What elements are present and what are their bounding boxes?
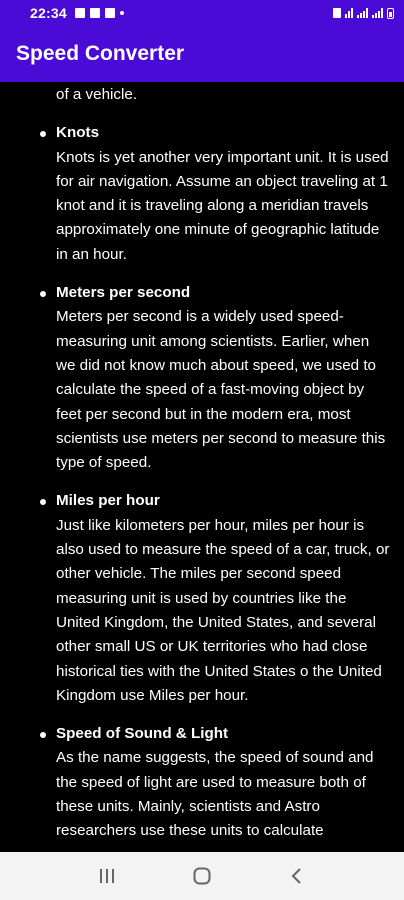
wifi-signal-icon	[345, 8, 353, 18]
bullet-icon	[40, 131, 46, 137]
cell-signal-1-icon	[357, 8, 368, 18]
back-button[interactable]	[277, 856, 317, 896]
home-button[interactable]	[182, 856, 222, 896]
unit-name: Knots	[56, 124, 100, 142]
status-bar	[0, 0, 404, 26]
bullet-icon	[40, 499, 46, 505]
cell-signal-2-icon	[372, 8, 383, 18]
home-icon	[192, 866, 212, 886]
app-title: Speed Converter	[16, 42, 185, 65]
mute-icon	[333, 8, 341, 18]
unit-name: Speed of Sound & Light	[56, 725, 229, 743]
app-bar	[0, 26, 404, 82]
system-nav-bar	[0, 852, 404, 900]
app-notification-icon	[90, 8, 100, 18]
more-notifications-icon	[120, 11, 124, 15]
unit-list	[0, 121, 404, 843]
unit-description: Meters per second is a widely used speed-measuring unit among scientists. Earlier, when we did not know much about speed, we used to calculate the speed of a fast-moving object by feet per second but in the modern era, most scientists use meters per second to measure this type of speed.	[56, 308, 386, 472]
previous-item-fragment: of a vehicle.	[56, 86, 138, 103]
unit-description: Just like kilometers per hour, miles per hour is also used to measure the speed of a car, truck, or other vehicle. The miles per second speed measuring unit is used by countries like the United Kingdom, the United States, and several other small US or UK territories who had close historical ties with the United States o the United Kingdom use Miles per hour.	[56, 516, 390, 704]
bullet-icon	[40, 732, 46, 738]
list-item	[0, 281, 391, 475]
battery-icon	[387, 8, 394, 19]
unit-name: Miles per hour	[56, 492, 160, 510]
content-scroll-area[interactable]	[0, 82, 404, 852]
message-notification-icon	[105, 8, 115, 18]
status-time: 22:34	[30, 5, 67, 21]
recent-apps-icon	[98, 868, 116, 884]
bullet-icon	[40, 291, 46, 297]
list-item	[0, 489, 391, 708]
unit-description: As the name suggests, the speed of sound and the speed of light are used to measure both of these units. Mainly, scientists and Astro researchers use these units to calculate	[56, 749, 374, 840]
unit-description: Knots is yet another very important unit. It is used for air navigation. Assume an object traveling at 1 knot and it is traveling along a meridian travels approximately one minute of geographic latitude in an hour.	[56, 148, 389, 263]
back-icon	[290, 867, 304, 885]
list-item	[0, 121, 391, 267]
gallery-notification-icon	[75, 8, 85, 18]
unit-name: Meters per second	[56, 284, 191, 302]
recent-apps-button[interactable]	[87, 856, 127, 896]
list-item	[0, 722, 391, 843]
